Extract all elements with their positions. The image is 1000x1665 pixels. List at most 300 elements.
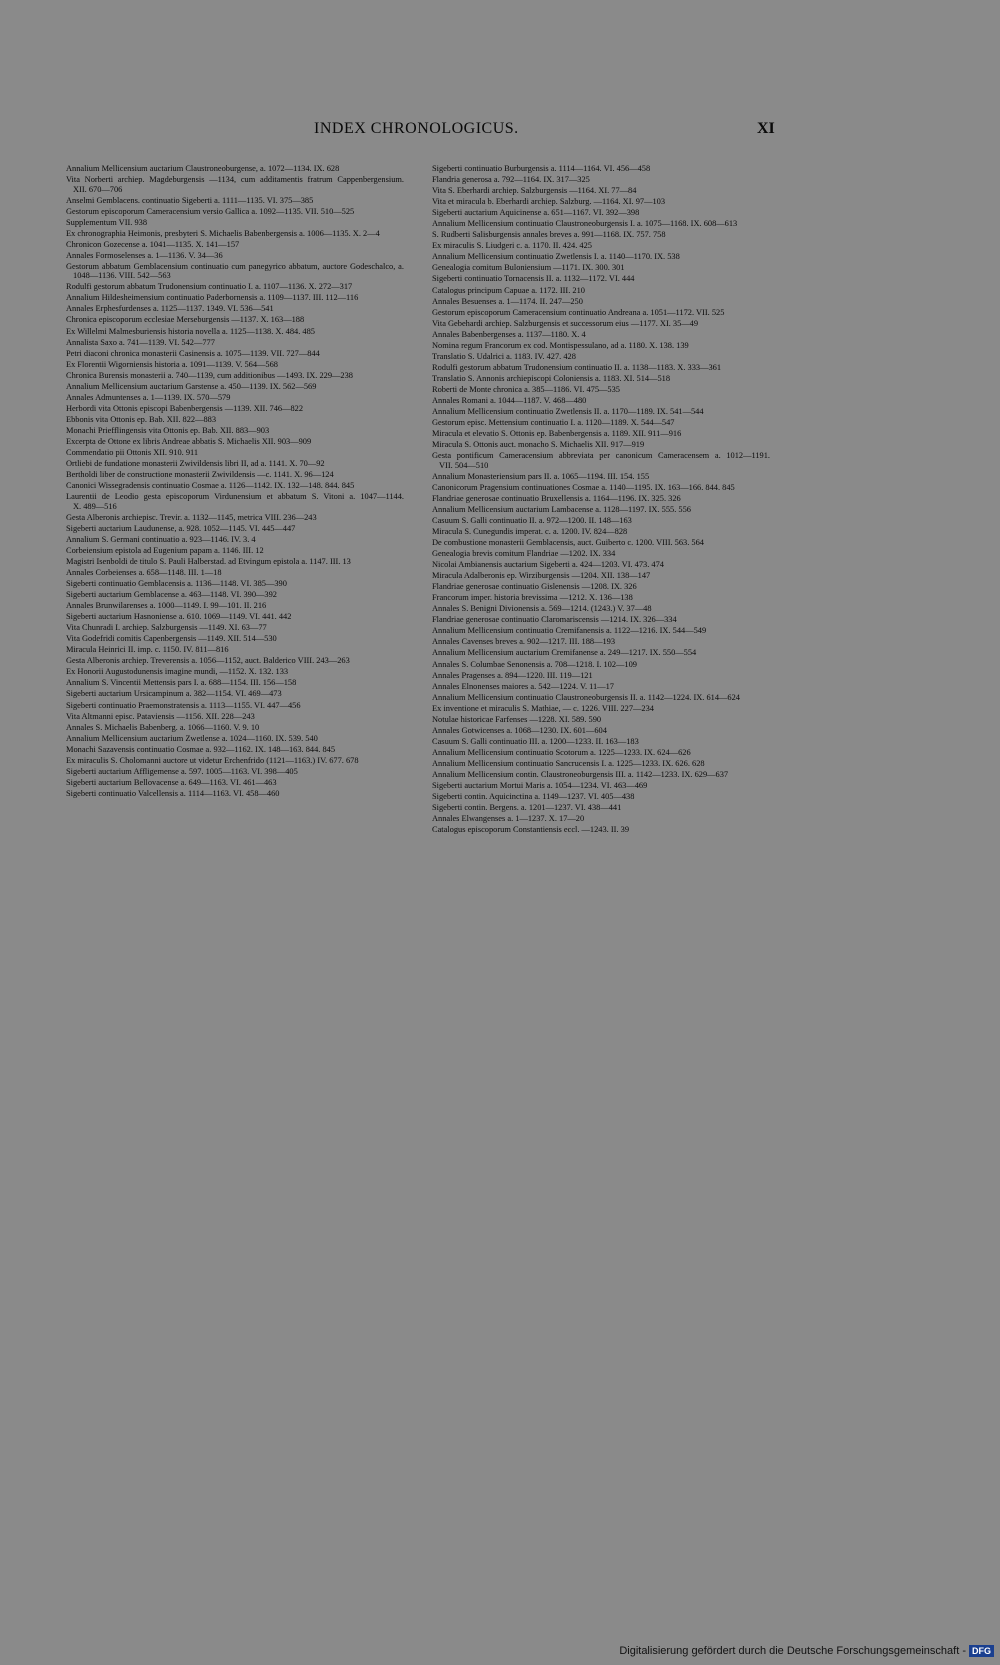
index-entry <box>432 330 770 339</box>
entry-title: Annalium Mellicensium auctarium Cremifanense a. 249—1217. <box>432 648 648 658</box>
index-entry <box>432 604 770 613</box>
entry-title: Annalium Mellicensium continuatio Zwetlensis II. a. 1170—1189. <box>432 407 655 417</box>
index-entry <box>66 282 404 291</box>
index-entry <box>432 637 770 646</box>
entry-reference: IV. 811—816 <box>183 645 229 655</box>
index-entry <box>432 396 770 405</box>
entry-title: Sigeberti continuatio Praemonstratensis a. 1113—1155. <box>66 700 253 710</box>
index-entry <box>66 175 404 194</box>
entry-title: Catalogus episcoporum Constantiensis eccl. —1243. <box>432 825 609 835</box>
entry-reference: VI. 463—469 <box>600 781 648 791</box>
index-entry <box>432 737 770 746</box>
entry-title: Corbeiensium epistola ad Eugenium papam a. 1146. <box>66 545 241 555</box>
entry-reference: XII. 883—903 <box>219 425 270 435</box>
entry-title: Herbordi vita Ottonis episcopi Babenbergensis —1139. <box>66 403 252 413</box>
index-entry <box>432 660 770 669</box>
index-entry <box>432 671 770 680</box>
entry-reference: IX. 325. 326 <box>638 493 681 503</box>
index-entry <box>66 404 404 413</box>
entry-title: Genealogia comitum Buloniensium —1171. <box>432 263 581 273</box>
entry-title: Annalium S. Vincentii Mettensis pars I. a. 688—1154. <box>66 678 249 688</box>
entry-reference: IV. 427. 428 <box>534 351 576 361</box>
index-entry <box>432 341 770 350</box>
entry-title: Chronica Burensis monasterii a. 740—1139, cum additionibus —1493. <box>66 370 305 380</box>
entry-title: Ex miraculis S. Cholomanni auctore ut videtur Erchenfrido (1121—1163.) <box>66 755 316 765</box>
entry-title: Gesta Alberonis archiepisc. Trevir. a. 1132—1145, metrica <box>66 512 263 522</box>
index-entry <box>432 219 770 228</box>
index-entry <box>66 218 404 227</box>
entry-title: Chronicon Gozecense a. 1041—1135. <box>66 239 194 249</box>
page-header <box>64 120 784 142</box>
entry-reference: VI. 390—392 <box>230 590 277 600</box>
entry-reference: IX. 570—579 <box>183 392 231 402</box>
index-entry <box>66 229 404 238</box>
index-entry <box>66 492 404 511</box>
entry-title: Ex inventione et miraculis S. Mathiae, — c. 1226. <box>432 703 600 713</box>
entry-reference: IX. 334 <box>589 549 616 559</box>
entry-reference: IX. 326 <box>611 582 637 592</box>
entry-title: De combustione monasterii Gemblacensis, auct. Guiberto c. 1200. <box>432 538 655 547</box>
entry-title: Rodulfi gestorum abbatum Trudonensium continuatio II. a. 1138—1183. <box>432 362 676 372</box>
entry-reference: II. 247—250 <box>539 296 583 306</box>
entry-reference: VIII. 236—243 <box>264 512 317 522</box>
entry-reference: V. 564—568 <box>235 359 278 369</box>
entry-reference: IX. 608—613 <box>690 219 738 229</box>
index-entry <box>66 656 404 665</box>
entry-reference: VI. 475—535 <box>573 384 620 394</box>
right-column <box>432 164 770 836</box>
index-entry <box>66 623 404 632</box>
entry-reference: V. 37—48 <box>617 604 652 614</box>
entry-reference: X. 96—124 <box>294 470 334 480</box>
entry-reference: V. 468—480 <box>543 395 587 405</box>
entry-reference: X. 333—361 <box>677 362 722 372</box>
index-entry <box>66 590 404 599</box>
entry-reference: VI. 375—385 <box>266 195 314 205</box>
entry-reference: X. 489—516 <box>73 501 117 511</box>
entry-reference: X. 272—317 <box>308 282 353 292</box>
entry-reference: X. 70—92 <box>289 459 325 469</box>
entry-title: Ex chronographia Heimonis, presbyteri S. Michaelis Babenbergensis a. 1006—1135. <box>66 228 351 238</box>
entry-reference: VI. 473. 474 <box>621 560 664 570</box>
index-entry <box>66 701 404 710</box>
index-entry <box>432 626 770 635</box>
entry-reference: III. 12 <box>242 545 264 555</box>
entry-reference: II. 39 <box>610 825 630 835</box>
entry-reference: XI. 77—84 <box>598 186 637 196</box>
entry-reference: X. 4 <box>571 329 586 339</box>
index-entry <box>66 756 404 765</box>
entry-reference: XI. 514—518 <box>623 373 671 383</box>
entry-reference: XI. 589. 590 <box>558 714 602 724</box>
entry-reference: IX. 541—544 <box>657 407 704 417</box>
entry-reference: VI. 392—398 <box>592 208 640 218</box>
index-columns <box>66 164 794 1384</box>
index-entry <box>432 407 770 416</box>
entry-title: Miracula Heinrici II. imp. c. 1150. <box>66 645 182 655</box>
entry-title: Gestorum episcoporum Cameracensium versio Gallica a. 1092—1135. <box>66 206 303 216</box>
index-entry <box>432 230 770 239</box>
entry-reference: IX. 163—166. 844. 845 <box>654 482 735 492</box>
entry-title: Annales Elwangenses a. 1—1237. <box>432 814 547 824</box>
index-entry <box>66 612 404 621</box>
entry-reference: X. 484. 485 <box>275 326 315 336</box>
entry-reference: II. 163—183 <box>595 736 639 746</box>
index-entry <box>66 262 404 281</box>
entry-reference: X. 138. 139 <box>649 340 689 350</box>
index-entry <box>66 712 404 721</box>
index-entry <box>66 601 404 610</box>
index-entry <box>432 374 770 383</box>
entry-title: Francorum imper. historia brevissima —1212. <box>432 593 587 603</box>
entry-title: Annalium Mellicensium auctarium Claustroneoburgense, a. 1072—1134. <box>66 164 312 173</box>
entry-reference: IX. 614—624 <box>693 692 740 702</box>
index-entry <box>432 527 770 536</box>
index-entry <box>432 472 770 481</box>
index-entry <box>66 293 404 302</box>
entry-reference: XI. 63—77 <box>228 623 267 633</box>
entry-title: Bertholdi liber de constructione monasterii Zwivildensis —c. 1141. <box>66 470 293 480</box>
entry-title: Gesta Alberonis archiep. Treverensis a. 1056—1152, auct. Balderico <box>66 656 296 666</box>
entry-title: Annalium S. Germani continuatio a. 923—1146. <box>66 534 229 544</box>
entry-title: Annales Erphesfurdenses a. 1125—1137. 1349. <box>66 304 226 314</box>
entry-title: Annalium Mellicensium continuatio Sancrucensis I. a. 1225—1233. <box>432 758 661 768</box>
index-entry <box>66 470 404 479</box>
entry-reference: VII. 938 <box>118 217 148 227</box>
index-entry <box>66 723 404 732</box>
index-entry <box>432 726 770 735</box>
entry-title: Ex miraculis S. Liudgeri c. a. 1170. <box>432 241 551 251</box>
entry-title: Notulae historicae Farfenses —1228. <box>432 714 557 724</box>
entry-reference: VI. 469—473 <box>235 689 282 699</box>
entry-title: Genealogia brevis comitum Flandriae —1202. <box>432 549 588 559</box>
entry-reference: I. 99—101. II. 216 <box>203 601 267 611</box>
entry-reference: XII. 910. 911 <box>153 448 199 458</box>
index-entry <box>66 251 404 260</box>
entry-title: Annalium Mellicensium auctarium Lambacense a. 1128—1197. <box>432 504 647 514</box>
entry-reference: VI. 441. 442 <box>249 612 292 622</box>
entry-reference: XII. 228—243 <box>205 711 255 721</box>
index-entry <box>432 363 770 372</box>
index-entry <box>432 241 770 250</box>
index-entry <box>66 535 404 544</box>
index-entry <box>66 371 404 380</box>
entry-title: Ex Honorii Augustodunensis imagine mundi, —1152. <box>66 667 247 677</box>
index-entry <box>66 207 404 216</box>
entry-reference: III. 188—193 <box>569 637 616 647</box>
index-entry <box>432 715 770 724</box>
entry-title: Sigeberti auctarium Hasnoniense a. 610. 1069—1149. <box>66 612 248 622</box>
entry-title: Annales Elnonenses maiores a. 542—1224. <box>432 681 579 691</box>
entry-title: Vita Altmanni episc. Pataviensis —1156. <box>66 711 204 721</box>
entry-reference: IX. 555. 556 <box>648 504 691 514</box>
entry-title: Flandriae generosae continuatio Bruxellensis a. 1164—1196. <box>432 493 637 503</box>
entry-title: Gestorum episcoporum Cameracensium continuatio Andreana a. 1051—1172. <box>432 307 695 317</box>
entry-reference: IV. 677. 678 <box>317 755 359 765</box>
entry-title: Annales Brunwilarenses a. 1000—1149. <box>66 601 202 611</box>
index-entry <box>432 593 770 602</box>
index-entry <box>432 648 770 657</box>
index-entry <box>432 759 770 768</box>
entry-title: Flandria generosa a. 792—1164. <box>432 175 542 185</box>
entry-title: Vita Gebehardi archiep. Salzburgensis et successorum eius —1177. <box>432 318 658 328</box>
entry-reference: IX. 317—325 <box>543 175 590 185</box>
entry-reference: X. 544—547 <box>630 418 675 428</box>
entry-reference: I. 102—109 <box>596 659 637 669</box>
entry-title: Sigeberti auctarium Affligemense a. 597. 1005—1163. <box>66 766 250 776</box>
entry-title: Sigeberti contin. Aquicinctina a. 1149—1237. <box>432 792 586 802</box>
entry-title: Annalium Mellicensium continuatio Scotorum a. 1225—1233. <box>432 747 643 757</box>
entry-reference: X. 163—188 <box>260 315 305 325</box>
entry-reference: VI. 444 <box>608 274 635 284</box>
index-entry <box>66 164 404 173</box>
entry-reference: VI. 447—456 <box>254 700 301 710</box>
entry-title: Annales Formoselenses a. 1—1136. <box>66 250 187 260</box>
entry-title: Ex Florentii Wigorniensis historia a. 1091—1139. <box>66 359 234 369</box>
index-entry <box>66 645 404 654</box>
entry-title: Annales Corbeienses a. 658—1148. <box>66 567 186 577</box>
index-entry <box>432 814 770 823</box>
entry-title: Sigeberti auctarium Bellovacense a. 649—1163. <box>66 777 229 787</box>
index-entry <box>66 579 404 588</box>
index-entry <box>432 208 770 217</box>
entry-reference: X. 2—4 <box>352 228 380 238</box>
entry-title: Ex Willelmi Malmesburiensis historia novella a. 1125—1138. <box>66 326 274 336</box>
entry-title: Annalium Hildesheimensium continuatio Paderbornensis a. 1109—1137. <box>66 293 311 303</box>
index-entry <box>432 803 770 812</box>
entry-title: Annales Besuenses a. 1—1174. <box>432 296 538 306</box>
entry-reference: VI. 398—405 <box>251 766 298 776</box>
index-entry <box>432 186 770 195</box>
entry-title: Sigeberti continuatio Tornacensis II. a. 1132—1172. <box>432 274 607 284</box>
entry-reference: VII. 510—525 <box>304 206 355 216</box>
entry-title: Gesta pontificum Cameracensium abbreviata per canonicum Cameracensem a. 1012—1191. <box>432 451 770 461</box>
index-entry <box>66 360 404 369</box>
index-entry <box>432 781 770 790</box>
index-entry <box>432 418 770 427</box>
entry-reference: XII. 911—916 <box>632 429 682 439</box>
entry-reference: VII. 727—844 <box>270 348 320 358</box>
index-entry <box>432 792 770 801</box>
index-entry <box>432 297 770 306</box>
entry-title: Vita Norberti archiep. Magdeburgensis —1134, cum additamentis fratrum Cappenbergensium. <box>66 175 404 185</box>
index-entry <box>432 429 770 438</box>
entry-reference: X. 17—20 <box>548 814 585 824</box>
entry-title: Magistri Isenboldi de titulo S. Pauli Halberstad. ad Etvingum epistola a. 1147. <box>66 556 328 566</box>
index-entry <box>66 546 404 555</box>
index-entry <box>66 415 404 424</box>
entry-reference: III. 154. 155 <box>607 471 650 481</box>
entry-title: Annalium Monasteriensium pars II. a. 1065—1194. <box>432 471 606 481</box>
entry-reference: III. 210 <box>559 285 585 295</box>
entry-reference: IX. 562—569 <box>269 381 317 391</box>
entry-reference: V. 11—17 <box>580 681 614 691</box>
entry-reference: XII. 903—909 <box>261 436 312 446</box>
entry-reference: IV. 824—828 <box>581 526 628 536</box>
index-entry <box>66 734 404 743</box>
entry-title: Monachi Sazavensis continuatio Cosmae a. 932—1162. <box>66 744 253 754</box>
index-entry <box>66 304 404 313</box>
entry-title: Translatio S. Annonis archiepiscopi Coloniensis a. 1183. <box>432 373 622 383</box>
entry-reference: VI. 542—777 <box>168 337 215 347</box>
entry-title: Vita et miracula b. Eberhardi archiep. Salzburg. —1164. <box>432 197 621 207</box>
index-entry <box>432 483 770 492</box>
index-entry <box>66 557 404 566</box>
entry-reference: VI. 461—463 <box>229 777 277 787</box>
entry-title: Gestorum episc. Mettensium continuatio I. a. 1120—1189. <box>432 418 629 428</box>
entry-reference: IX. 326—334 <box>630 615 677 625</box>
entry-title: Annalium Mellicensium auctarium Garstense a. 450—1139. <box>66 381 268 391</box>
entry-title: Annalium Mellicensium continuatio Zwetlensis I. a. 1140—1170. <box>432 252 653 262</box>
entry-reference: XII. 670—706 <box>73 184 123 194</box>
entry-reference: IX. 544—549 <box>659 626 707 636</box>
index-entry <box>66 513 404 522</box>
index-entry <box>66 327 404 336</box>
index-entry <box>432 505 770 514</box>
entry-title: Casuum S. Galli continuatio III. a. 1200—1233. <box>432 736 594 746</box>
index-entry <box>66 789 404 798</box>
entry-title: Ebbonis vita Ottonis ep. Bab. <box>66 414 165 424</box>
entry-title: Annales Romani a. 1044—1187. <box>432 395 542 405</box>
entry-reference: VI. 445—447 <box>248 523 296 533</box>
entry-reference: IX. 539. 540 <box>275 733 318 743</box>
index-entry <box>432 175 770 184</box>
entry-title: Annales Cavenses breves a. 902—1217. <box>432 637 567 647</box>
entry-reference: VIII. 227—234 <box>601 703 654 713</box>
entry-reference: IX. 628 <box>313 164 340 173</box>
entry-title: Canonicorum Pragensium continuationes Cosmae a. 1140—1195. <box>432 482 653 492</box>
entry-reference: VI. 405—438 <box>587 792 635 802</box>
entry-reference: X. 136—138 <box>589 593 633 603</box>
entry-title: Sigeberti continuatio Burburgensis a. 1114—1164. <box>432 164 602 173</box>
entry-title: Nomina regum Francorum ex cod. Montispessulano, ad a. 1180. <box>432 340 648 350</box>
entry-title: Annales Admuntenses a. 1—1139. <box>66 392 182 402</box>
index-entry <box>66 426 404 435</box>
entry-reference: II. 148—163 <box>588 515 632 525</box>
entry-title: Vita S. Eberhardi archiep. Salzburgensis —1164. <box>432 186 597 196</box>
index-entry <box>432 164 770 173</box>
entry-reference: III. 13 <box>329 556 351 566</box>
index-entry <box>432 274 770 283</box>
entry-title: Excerpta de Ottone ex libris Andreae abbatis S. Michaelis <box>66 436 260 446</box>
index-entry <box>66 315 404 324</box>
dfg-logo-icon: DFG <box>969 1645 994 1657</box>
footer-text: Digitalisierung gefördert durch die Deutsche Forschungsgemeinschaft - <box>619 1645 966 1657</box>
entry-title: Sigeberti auctarium Ursicampinum a. 382—1154. <box>66 689 234 699</box>
entry-title: Annales S. Benigni Divionensis a. 569—1214. (1243.) <box>432 604 616 614</box>
index-entry <box>66 459 404 468</box>
entry-reference: IX. 629—637 <box>681 769 729 779</box>
entry-title: Annalista Saxo a. 741—1139. <box>66 337 167 347</box>
index-entry <box>66 568 404 577</box>
entry-reference: XII. 514—530 <box>227 634 277 644</box>
entry-reference: XI. 97—103 <box>622 197 666 207</box>
entry-title: Gestorum abbatum Gemblacensium continuatio cum panegyrico abbatum, auctore Godeschalco, a. 1048—1136. <box>66 261 404 281</box>
entry-reference: III. 1—18 <box>188 567 222 577</box>
entry-reference: IX. 132—148. 844. 845 <box>274 481 355 491</box>
entry-reference: V. 34—36 <box>188 250 223 260</box>
entry-title: Canonici Wissegradensis continuatio Cosmae a. 1126—1142. <box>66 481 273 491</box>
entry-reference: XII. 138—147 <box>600 571 651 581</box>
entry-title: Annales Gotwicenses a. 1068—1230. <box>432 725 559 735</box>
index-entry <box>432 538 770 547</box>
entry-reference: VIII. 542—563 <box>118 271 171 281</box>
entry-title: Translatio S. Udalrici a. 1183. <box>432 351 533 361</box>
entry-reference: VII. 504—510 <box>439 460 489 470</box>
entry-title: Ortliebi de fundatione monasterii Zwivildensis libri II, ad a. 1141. <box>66 459 288 469</box>
entry-title: Chronica episcoporum ecclesiae Merseburgensis —1137. <box>66 315 259 325</box>
index-entry <box>66 689 404 698</box>
index-entry <box>432 451 770 470</box>
entry-reference: IX. 538 <box>654 252 680 262</box>
entry-title: Flandriae generosae continuatio Claromariscensis —1214. <box>432 615 629 625</box>
entry-title: Nicolai Ambianensis auctarium Sigeberti a. 424—1203. <box>432 560 620 570</box>
index-entry <box>432 252 770 261</box>
entry-title: Rodulfi gestorum abbatum Trudonensium continuatio I. a. 1107—1136. <box>66 282 307 292</box>
entry-title: Vita Chunradi I. archiep. Salzburgensis —1149. <box>66 623 227 633</box>
entry-reference: XII. 917—919 <box>594 440 645 450</box>
page-number: XI <box>757 120 775 137</box>
index-entry <box>66 349 404 358</box>
entry-title: Miracula S. Ottonis auct. monacho S. Michaelis <box>432 440 593 450</box>
index-entry <box>432 516 770 525</box>
entry-title: Commendatio pii Ottonis <box>66 448 152 458</box>
entry-title: Miracula S. Cunegundis imperat. c. a. 1200. <box>432 526 580 536</box>
entry-reference: VI. 456—458 <box>603 164 651 173</box>
entry-reference: IX. 229—238 <box>306 370 353 380</box>
entry-title: Roberti de Monte chronica a. 385—1186. <box>432 384 572 394</box>
page-title: INDEX CHRONOLOGICUS. <box>314 120 519 137</box>
index-entry <box>432 263 770 272</box>
index-entry <box>432 693 770 702</box>
index-entry <box>66 338 404 347</box>
entry-reference: III. 119—121 <box>546 670 593 680</box>
index-entry <box>432 582 770 591</box>
index-entry <box>66 196 404 205</box>
index-entry <box>432 748 770 757</box>
index-entry <box>432 704 770 713</box>
entry-reference: IX. 624—626 <box>644 747 691 757</box>
entry-reference: IX. 300. 301 <box>582 263 625 273</box>
entry-reference: VI. 385—390 <box>240 579 287 588</box>
entry-reference: VII. 525 <box>696 307 725 317</box>
index-entry <box>66 481 404 490</box>
entry-reference: III. 156—158 <box>250 678 297 688</box>
index-entry <box>66 778 404 787</box>
index-entry <box>432 549 770 558</box>
entry-title: Sigeberti auctarium Aquicinense a. 651—1167. <box>432 208 591 218</box>
footer <box>619 1643 994 1659</box>
entry-reference: VIII. 243—263 <box>297 656 350 666</box>
entry-title: Annales Pragenses a. 894—1220. <box>432 670 545 680</box>
index-entry <box>432 352 770 361</box>
entry-reference: IV. 3. 4 <box>231 534 256 544</box>
entry-title: Casuum S. Galli continuatio II. a. 972—1200. <box>432 515 587 525</box>
entry-title: Sigeberti auctarium Mortui Maris a. 1054—1234. <box>432 781 599 791</box>
entry-title: Supplementum <box>66 217 117 227</box>
entry-title: Sigeberti continuatio Gemblacensis a. 1136—1148. <box>66 579 239 588</box>
entry-reference: XII. 822—883 <box>166 414 217 424</box>
entry-title: Annales Babenbergenses a. 1137—1180. <box>432 329 570 339</box>
index-entry <box>432 494 770 503</box>
index-entry <box>432 308 770 317</box>
entry-reference: X. 141—157 <box>195 239 240 249</box>
index-entry <box>66 524 404 533</box>
index-entry <box>66 437 404 446</box>
entry-reference: V. 9. 10 <box>233 722 260 732</box>
entry-title: Miracula et elevatio S. Ottonis ep. Babenbergensis a. 1189. <box>432 429 631 439</box>
left-column <box>66 164 404 800</box>
